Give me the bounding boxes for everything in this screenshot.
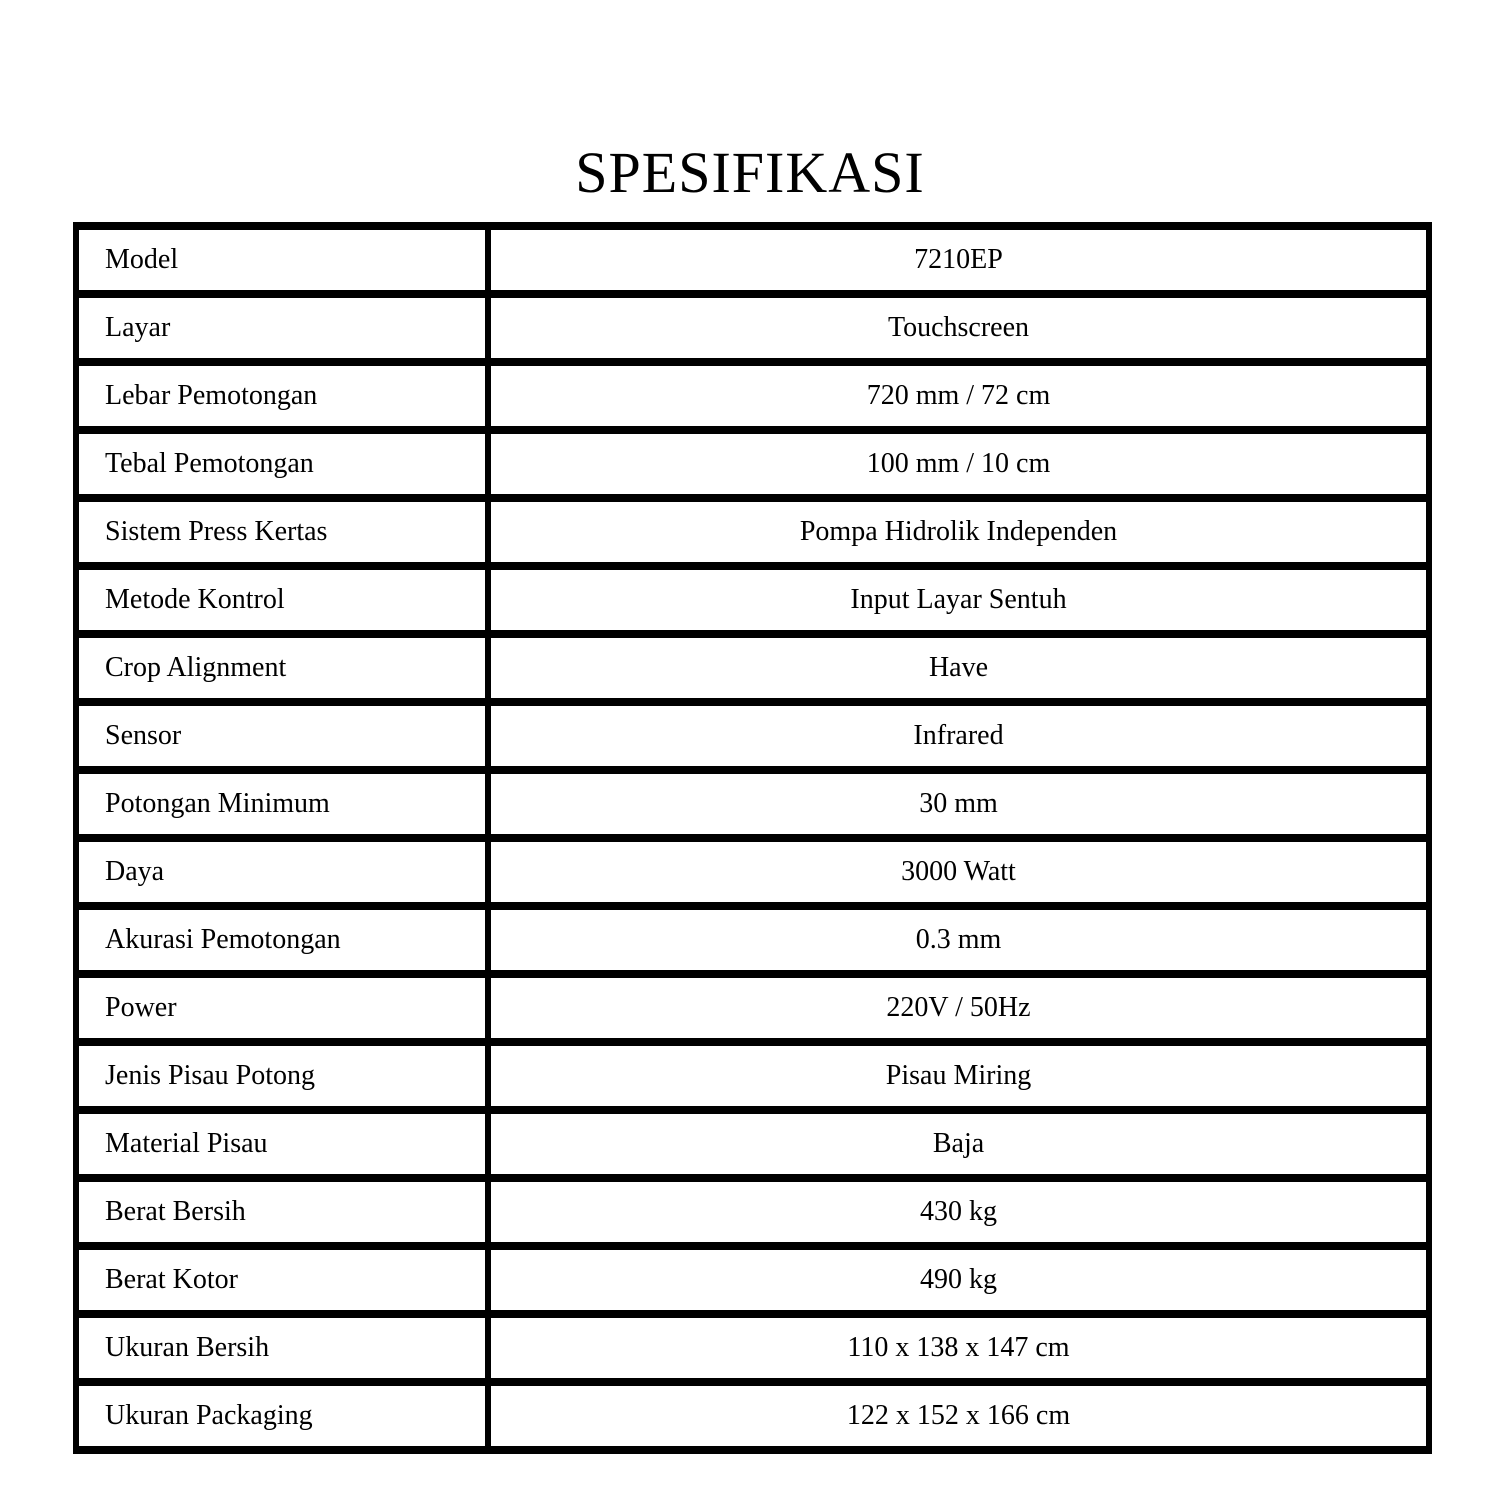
spec-value: 30 mm: [488, 770, 1429, 838]
spec-label: Layar: [76, 294, 488, 362]
spec-label: Power: [76, 974, 488, 1042]
spec-label: Sensor: [76, 702, 488, 770]
spec-value: 7210EP: [488, 226, 1429, 294]
spec-label: Berat Kotor: [76, 1246, 488, 1314]
spec-label: Akurasi Pemotongan: [76, 906, 488, 974]
spec-label: Daya: [76, 838, 488, 906]
spec-label: Lebar Pemotongan: [76, 362, 488, 430]
table-row: [76, 634, 1429, 702]
spec-value: Infrared: [488, 702, 1429, 770]
table-row: [76, 1042, 1429, 1110]
spec-label: Ukuran Bersih: [76, 1314, 488, 1382]
spec-label: Crop Alignment: [76, 634, 488, 702]
table-row: [76, 1246, 1429, 1314]
table-row: [76, 1178, 1429, 1246]
table-row: [76, 362, 1429, 430]
spec-value: 110 x 138 x 147 cm: [488, 1314, 1429, 1382]
spec-label: Metode Kontrol: [76, 566, 488, 634]
spec-value: Have: [488, 634, 1429, 702]
spec-value: Pisau Miring: [488, 1042, 1429, 1110]
table-row: [76, 1382, 1429, 1450]
table-row: [76, 430, 1429, 498]
spec-value: 430 kg: [488, 1178, 1429, 1246]
table-row: [76, 906, 1429, 974]
spec-value: Baja: [488, 1110, 1429, 1178]
table-row: [76, 498, 1429, 566]
table-row: [76, 974, 1429, 1042]
spec-value: 3000 Watt: [488, 838, 1429, 906]
spec-value: 100 mm / 10 cm: [488, 430, 1429, 498]
spec-label: Ukuran Packaging: [76, 1382, 488, 1450]
spec-value: Pompa Hidrolik Independen: [488, 498, 1429, 566]
table-row: [76, 838, 1429, 906]
table-row: [76, 1110, 1429, 1178]
table-row: [76, 566, 1429, 634]
spec-value: 220V / 50Hz: [488, 974, 1429, 1042]
spec-value: 490 kg: [488, 1246, 1429, 1314]
spec-value: 0.3 mm: [488, 906, 1429, 974]
table-row: [76, 702, 1429, 770]
spec-value: 720 mm / 72 cm: [488, 362, 1429, 430]
spec-label: Berat Bersih: [76, 1178, 488, 1246]
spec-label: Model: [76, 226, 488, 294]
table-row: [76, 226, 1429, 294]
spec-value: 122 x 152 x 166 cm: [488, 1382, 1429, 1450]
table-row: [76, 294, 1429, 362]
spec-label: Sistem Press Kertas: [76, 498, 488, 566]
spec-label: Potongan Minimum: [76, 770, 488, 838]
spec-label: Tebal Pemotongan: [76, 430, 488, 498]
spec-label: Jenis Pisau Potong: [76, 1042, 488, 1110]
table-row: [76, 770, 1429, 838]
spec-value: Input Layar Sentuh: [488, 566, 1429, 634]
page-title: SPESIFIKASI: [575, 140, 925, 205]
spec-label: Material Pisau: [76, 1110, 488, 1178]
spec-value: Touchscreen: [488, 294, 1429, 362]
specification-table: [73, 222, 1432, 1454]
table-row: [76, 1314, 1429, 1382]
